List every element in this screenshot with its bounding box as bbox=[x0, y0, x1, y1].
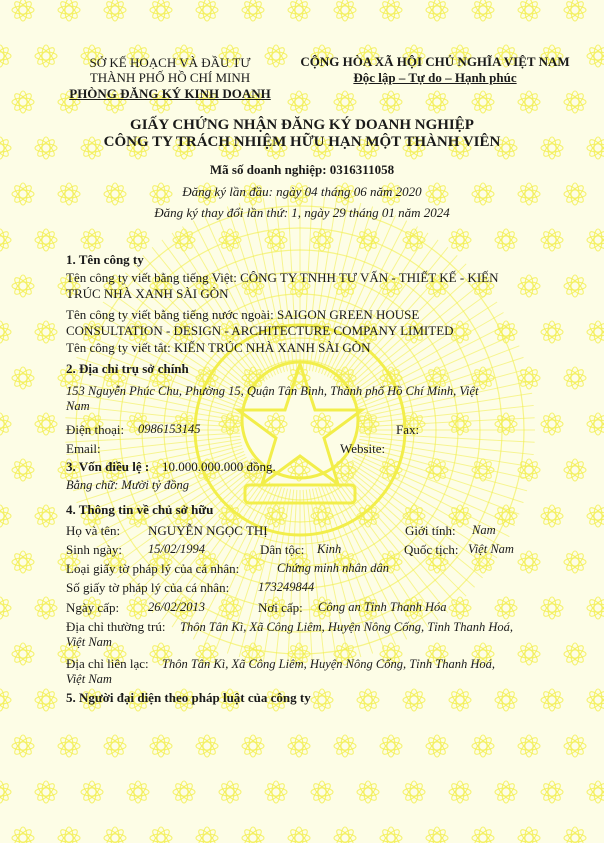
permanent-address-value-line-1: Thôn Tân Kì, Xã Công Liêm, Huyện Nông Cống, Tỉnh Thanh Hoá, bbox=[180, 620, 514, 634]
permanent-address-label: Địa chỉ thường trú: bbox=[66, 619, 166, 634]
website-label: Website: bbox=[340, 441, 386, 456]
foreign-name-line-2: CONSULTATION - DESIGN - ARCHITECTURE COMPANY LIMITED bbox=[66, 323, 454, 338]
contact-address-value-line-1: Thôn Tân Kì, Xã Công Liêm, Huyện Nông Cống, Tỉnh Thanh Hoá, bbox=[162, 657, 496, 671]
dob-label: Sinh ngày: bbox=[66, 542, 122, 557]
permanent-address-value-line-2: Việt Nam bbox=[66, 635, 112, 649]
department-line-2: THÀNH PHỐ HỒ CHÍ MINH bbox=[89, 70, 251, 85]
issue-date-label: Ngày cấp: bbox=[66, 600, 120, 615]
dob-value: 15/02/1994 bbox=[148, 542, 205, 556]
phone-label: Điện thoại: bbox=[66, 422, 125, 437]
nationality-value: Việt Nam bbox=[468, 542, 514, 556]
certificate-title: GIẤY CHỨNG NHẬN ĐĂNG KÝ DOANH NGHIỆP bbox=[130, 117, 474, 133]
change-registration-date: Đăng ký thay đổi lần thứ: 1, ngày 29 tháng 01 năm 2024 bbox=[154, 205, 450, 220]
section-2-heading: 2. Địa chỉ trụ sở chính bbox=[66, 361, 189, 376]
capital-in-words: Bằng chữ: Mười tỷ đồng bbox=[66, 478, 190, 492]
issue-place-value: Công an Tỉnh Thanh Hóa bbox=[318, 600, 447, 614]
section-1-heading: 1. Tên công ty bbox=[66, 252, 144, 267]
vietnamese-name-line-2: TRÚC NHÀ XANH SÀI GÒN bbox=[66, 286, 229, 301]
id-number-value: 173249844 bbox=[258, 580, 315, 594]
phone-value: 0986153145 bbox=[138, 422, 201, 436]
foreign-name-line-1: Tên công ty viết bằng tiếng nước ngoài: SAIGON GREEN HOUSE bbox=[66, 307, 420, 322]
short-name: Tên công ty viết tắt: KIẾN TRÚC NHÀ XANH SÀI GÒN bbox=[66, 340, 371, 355]
tax-code: Mã số doanh nghiệp: 0316311058 bbox=[209, 162, 395, 177]
section-3-heading: 3. Vốn điều lệ : bbox=[66, 459, 150, 474]
id-type-label: Loại giấy tờ pháp lý của cá nhân: bbox=[66, 561, 240, 576]
capital-value: 10.000.000.000 đồng. bbox=[162, 459, 276, 474]
fax-label: Fax: bbox=[396, 422, 420, 437]
owner-name-label: Họ và tên: bbox=[66, 523, 121, 538]
address-line-1: 153 Nguyễn Phúc Chu, Phường 15, Quận Tân Bình, Thành phố Hồ Chí Minh, Việt bbox=[66, 384, 479, 398]
address-line-2: Nam bbox=[66, 399, 90, 413]
gender-value: Nam bbox=[472, 523, 496, 537]
first-registration-date: Đăng ký lần đầu: ngày 04 tháng 06 năm 2020 bbox=[182, 184, 422, 199]
contact-address-label: Địa chỉ liên lạc: bbox=[66, 656, 149, 671]
vietnamese-name-line-1: Tên công ty viết bằng tiếng Việt: CÔNG TY TNHH TƯ VẤN - THIẾT KẾ - KIẾN bbox=[66, 270, 499, 285]
ethnicity-label: Dân tộc: bbox=[260, 542, 305, 557]
ethnicity-value: Kinh bbox=[317, 542, 342, 556]
owner-name-value: NGUYỄN NGỌC THỊ bbox=[148, 523, 268, 538]
section-4-heading: 4. Thông tin về chủ sở hữu bbox=[66, 502, 214, 517]
section-5-heading: 5. Người đại diện theo pháp luật của công ty bbox=[66, 690, 311, 705]
issue-place-label: Nơi cấp: bbox=[258, 600, 303, 615]
gender-label: Giới tính: bbox=[405, 523, 456, 538]
nation-motto: Độc lập – Tự do – Hạnh phúc bbox=[353, 70, 517, 85]
nationality-label: Quốc tịch: bbox=[404, 542, 459, 557]
email-label: Email: bbox=[66, 441, 101, 456]
nation-title: CỘNG HÒA XÃ HỘI CHỦ NGHĨA VIỆT NAM bbox=[300, 54, 570, 69]
id-number-label: Số giấy tờ pháp lý của cá nhân: bbox=[66, 580, 230, 595]
company-type-title: CÔNG TY TRÁCH NHIỆM HỮU HẠN MỘT THÀNH VIÊN bbox=[103, 134, 501, 150]
contact-address-value-line-2: Việt Nam bbox=[66, 672, 112, 686]
id-type-value: Chứng minh nhân dân bbox=[277, 561, 390, 575]
department-line-3: PHÒNG ĐĂNG KÝ KINH DOANH bbox=[69, 86, 271, 101]
department-line-1: SỞ KẾ HOẠCH VÀ ĐẦU TƯ bbox=[89, 55, 251, 70]
issue-date-value: 26/02/2013 bbox=[148, 600, 205, 614]
